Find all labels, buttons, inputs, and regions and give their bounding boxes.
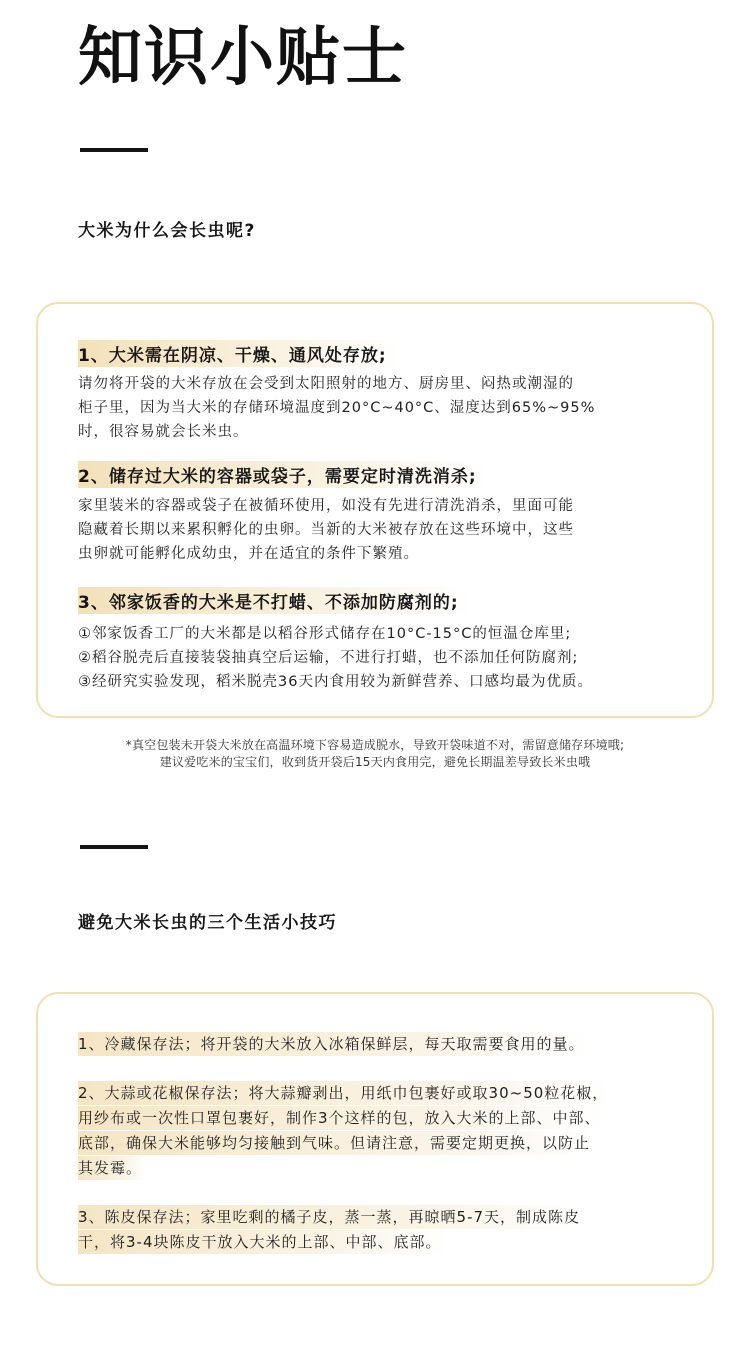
tip-paragraph (78, 372, 688, 444)
text-line: ②稻谷脱壳后直接装袋抽真空后运输，不进行打蜡，也不添加任何防腐剂; (78, 650, 579, 666)
tip-title: 3、邻家饭香的大米是不打蜡、不添加防腐剂的; (78, 587, 471, 614)
tip-line: 其发霉。 (78, 1156, 146, 1180)
page-title: 知识小贴士 (78, 21, 408, 95)
tip-line: 2、大蒜或花椒保存法；将大蒜瓣剥出，用纸巾包裹好或取30~50粒花椒， (78, 1081, 612, 1105)
tip-paragraph (78, 622, 688, 694)
section2-card (36, 992, 714, 1286)
title-divider (80, 148, 148, 152)
text-line: ③经研究实验发现，稻米脱壳36天内食用较为新鲜营养、口感均最为优质。 (78, 674, 593, 690)
note-line: *真空包装未开袋大米放在高温环境下容易造成脱水，导致开袋味道不对，需留意储存环境哦; (125, 738, 625, 752)
section1-heading: 大米为什么会长虫呢? (78, 221, 256, 241)
section2-divider (80, 845, 148, 849)
note-line: 建议爱吃米的宝宝们，收到货开袋后15天内食用完，避免长期温差导致长米虫哦 (159, 755, 591, 769)
tip-paragraph (78, 494, 688, 566)
section1-card (36, 302, 714, 718)
section2-heading: 避免大米长虫的三个生活小技巧 (78, 913, 337, 933)
storage-note (0, 737, 750, 771)
text-line: 请勿将开袋的大米存放在会受到太阳照射的地方、厨房里、闷热或潮湿的 (78, 376, 574, 392)
tip-line: 用纱布或一次性口罩包裹好，制作3个这样的包，放入大米的上部、中部、 (78, 1106, 605, 1130)
text-line: 时，很容易就会长米虫。 (78, 424, 249, 440)
tip-line: 1、冷藏保存法；将开袋的大米放入冰箱保鲜层，每天取需要食用的量。 (78, 1032, 589, 1056)
tip-title: 2、储存过大米的容器或袋子，需要定时清洗消杀; (78, 461, 489, 488)
tip-line: 底部，确保大米能够均匀接触到气味。但请注意，需要定期更换，以防止 (78, 1131, 594, 1155)
tip-title: 1、大米需在阴凉、干燥、通风处存放; (78, 340, 399, 367)
text-line: 虫卵就可能孵化成幼虫，并在适宜的条件下繁殖。 (78, 546, 419, 562)
tip-line: 3、陈皮保存法；家里吃剩的橘子皮，蒸一蒸，再晾晒5-7天，制成陈皮 (78, 1205, 584, 1229)
text-line: 柜子里，因为当大米的存储环境温度到20°C~40°C、湿度达到65%~95% (78, 400, 596, 416)
text-line: 隐藏着长期以来累积孵化的虫卵。当新的大米被存放在这些环境中，这些 (78, 522, 574, 538)
tip-line: 干，将3-4块陈皮干放入大米的上部、中部、底部。 (78, 1230, 446, 1254)
text-line: 家里装米的容器或袋子在被循环使用，如没有先进行清洗消杀，里面可能 (78, 498, 574, 514)
text-line: ①邻家饭香工厂的大米都是以稻谷形式储存在10°C-15°C的恒温仓库里; (78, 626, 572, 642)
